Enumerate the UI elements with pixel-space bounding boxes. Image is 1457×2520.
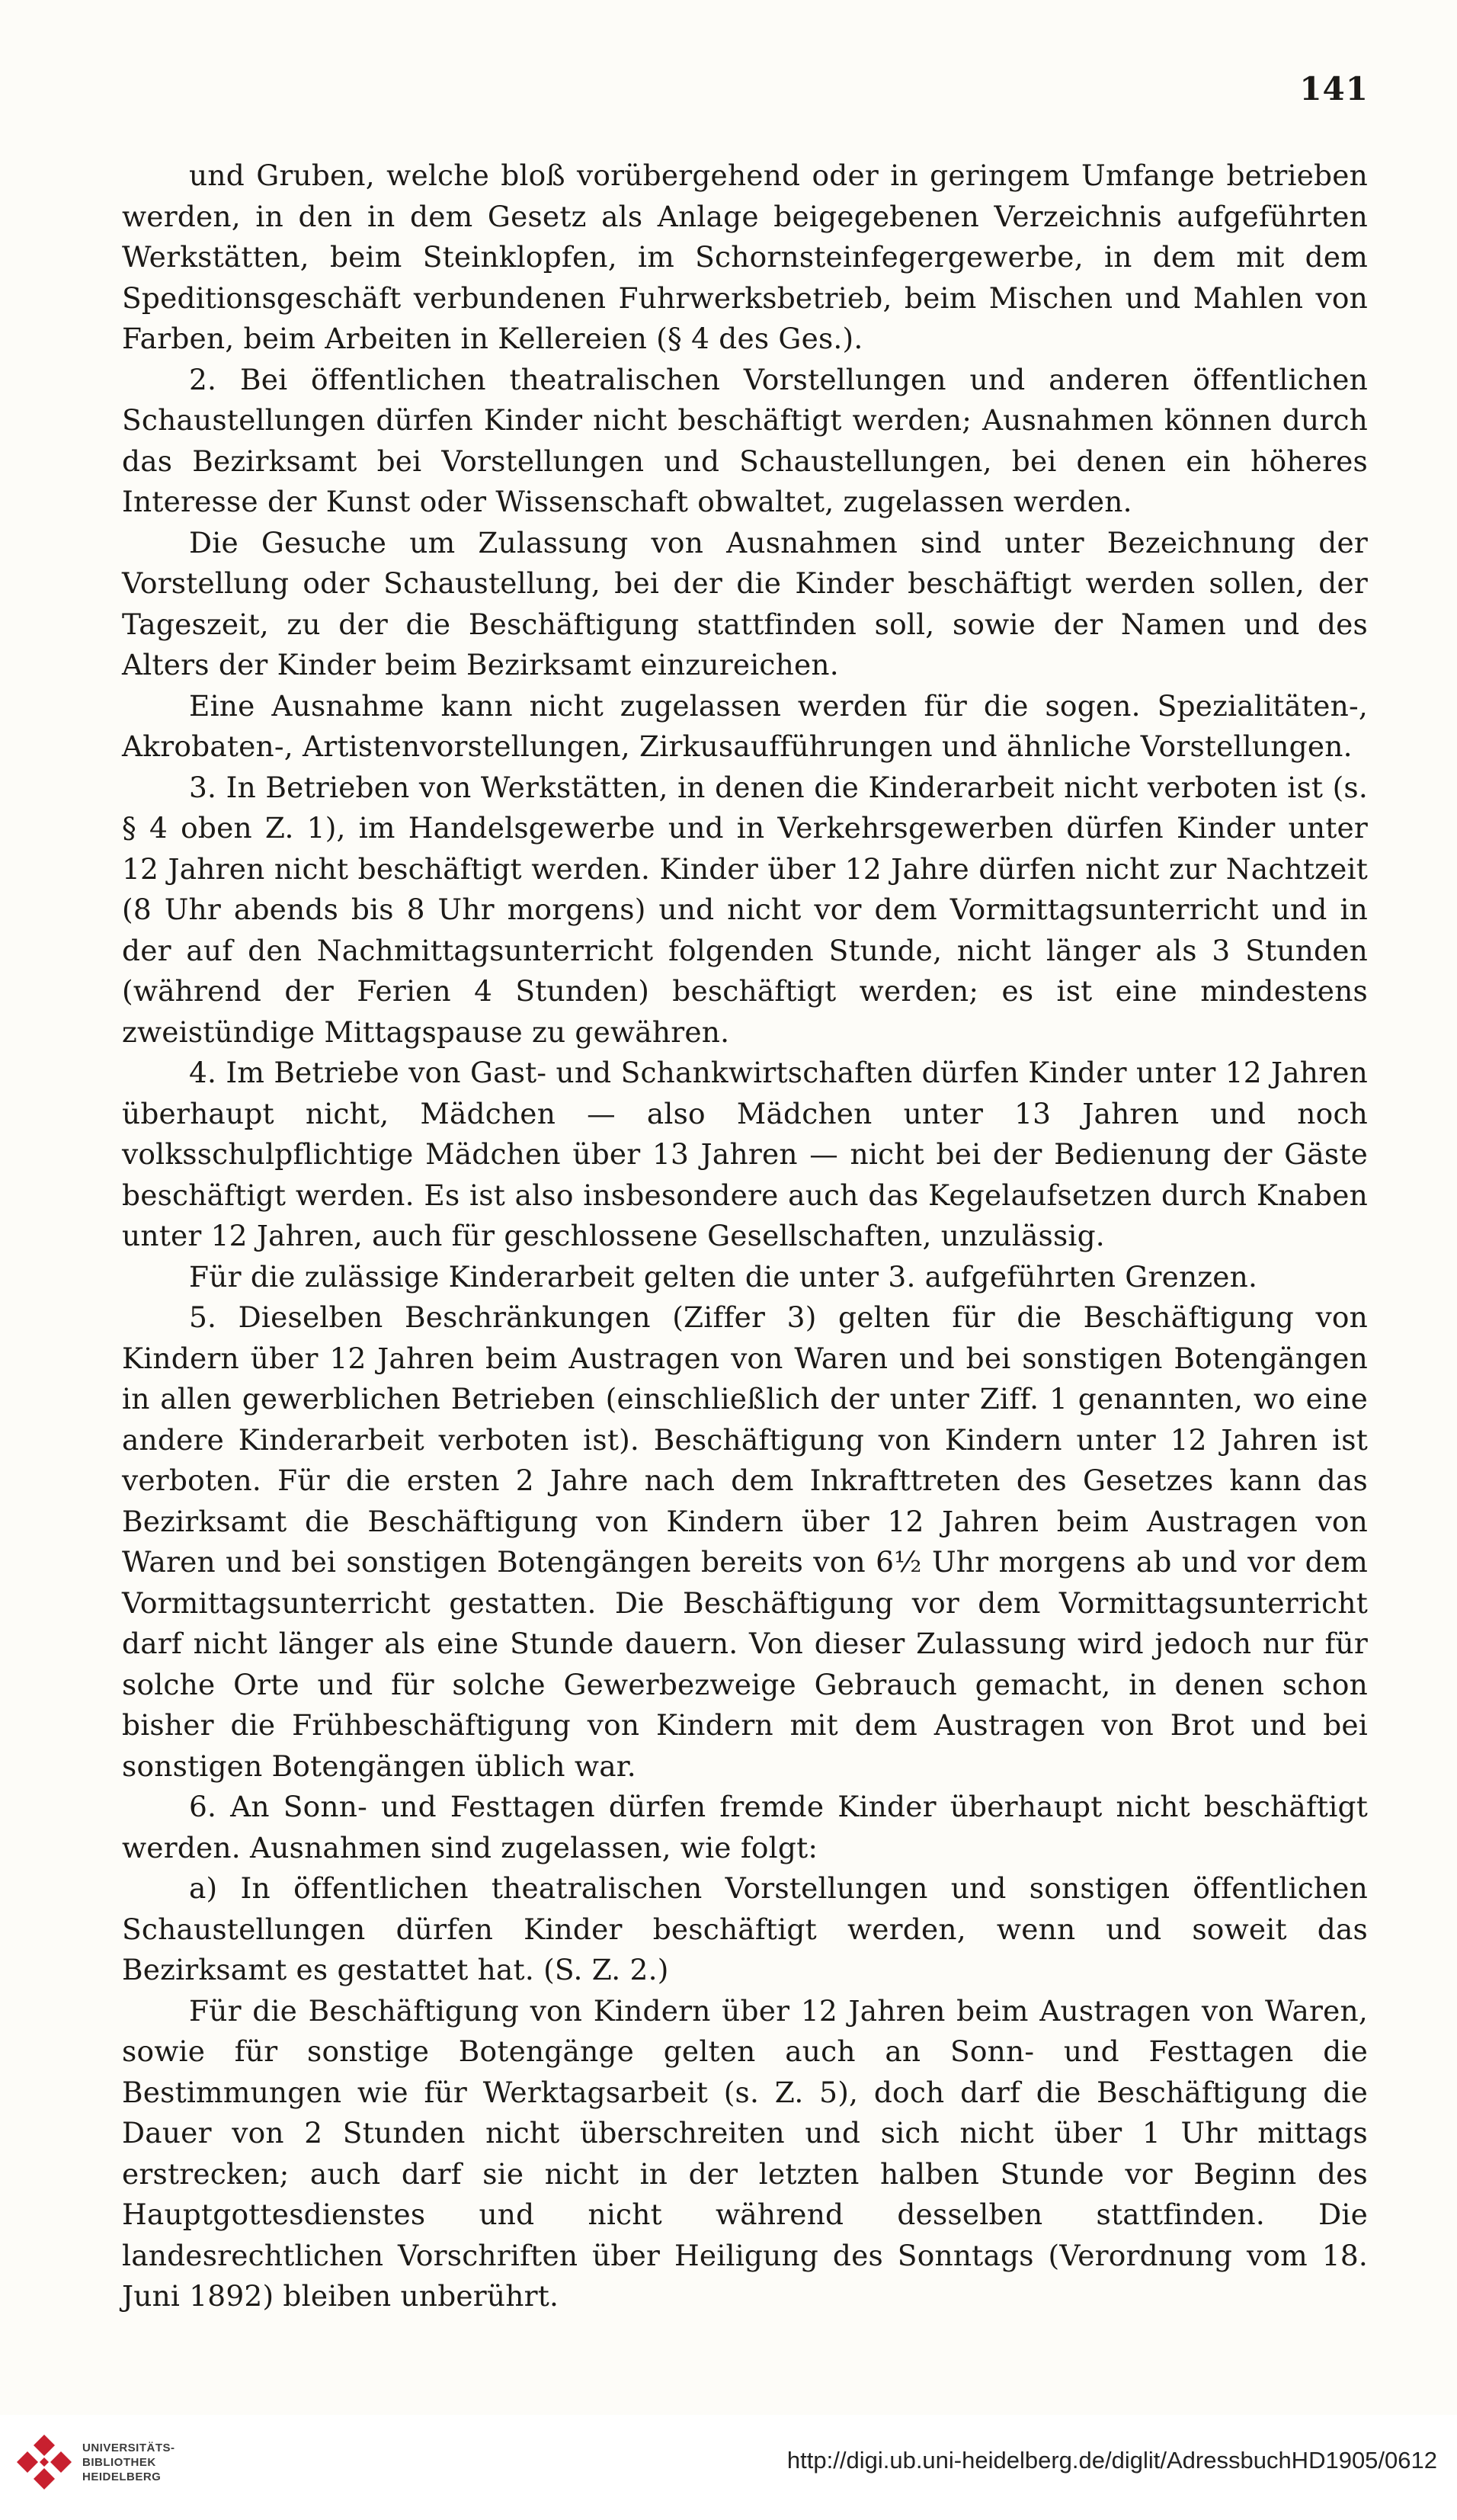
page-number: 141 [1299, 70, 1369, 107]
body-text [122, 155, 1368, 2317]
paragraph-2: 2. Bei öffentlichen theatralischen Vorstellungen und anderen öffentlichen Schaustellungen dürfen Kinder nicht beschäftigt werden; Ausnahmen können durch das Bezirksamt bei Vorstellungen und Schaustellungen, bei denen ein höheres Interesse der Kunst oder Wissenschaft obwaltet, zugelassen werden. [122, 362, 1368, 518]
library-name [82, 2441, 175, 2484]
paragraph-5: 5. Dieselben Beschränkungen (Ziffer 3) gelten für die Beschäftigung von Kindern über 12 Jahren beim Austragen von Waren und bei sonstigen Botengängen in allen gewerblichen Betrieben (einschließlich der unter Ziff. 1 genannten, wo eine andere Kinderarbeit verboten ist). Beschäftigung von Kindern unter 12 Jahren ist verboten. Für die ersten 2 Jahre nach dem Inkrafttreten des Gesetzes kann das Bezirksamt die Beschäftigung von Kindern über 12 Jahren beim Austragen von Waren und bei sonstigen Botengängen bereits von 6½ Uhr morgens ab und vor dem Vormittagsunterricht gestatten. Die Beschäftigung vor dem Vormittagsunterricht darf nicht länger als eine Stunde dauern. Von dieser Zulassung wird jedoch nur für solche Orte und für solche Gewerbezweige Gebrauch gemacht, in denen schon bisher die Frühbeschäftigung von Kindern mit dem Austragen von Brot und bei sonstigen Botengängen üblich war. [122, 1300, 1368, 1783]
footer-bar [0, 2415, 1457, 2520]
paragraph-4-limits: Für die zulässige Kinderarbeit gelten die unter 3. aufgeführten Grenzen. [189, 1259, 1258, 1294]
paragraph-6: 6. An Sonn- und Festtagen dürfen fremde Kinder überhaupt nicht beschäftigt werden. Ausnahmen sind zugelassen, wie folgt: [122, 1790, 1368, 1864]
paragraph-4: 4. Im Betriebe von Gast- und Schankwirtschaften dürfen Kinder unter 12 Jahren überhaupt nicht, Mädchen — also Mädchen unter 13 Jahren und noch volksschulpflichtige Mädchen über 13 Jahren — nicht bei der Bedienung der Gäste beschäftigt werden. Es ist also insbesondere auch das Kegelaufsetzen durch Knaben unter 12 Jahren, auch für geschlossene Gesellschaften, unzulässig. [122, 1056, 1368, 1252]
library-name-line: HEIDELBERG [82, 2470, 162, 2483]
paragraph-2-exceptions: Eine Ausnahme kann nicht zugelassen werden für die sogen. Spezialitäten-, Akrobaten-, Artistenvorstellungen, Zirkusaufführungen und ähnliche Vorstellungen. [122, 688, 1368, 763]
library-name-line: BIBLIOTHEK [82, 2456, 156, 2469]
university-library-logo-icon [14, 2432, 75, 2493]
paragraph-6-sunday: Für die Beschäftigung von Kindern über 12 Jahren beim Austragen von Waren, sowie für sonstige Botengänge gelten auch an Sonn- und Festtagen die Bestimmungen wie für Werktagsarbeit (s. Z. 5), doch darf die Beschäftigung die Dauer von 2 Stunden nicht überschreiten und sich nicht über 1 Uhr mittags erstrecken; auch darf sie nicht in der letzten halben Stunde vor Beginn des Hauptgottesdienstes und nicht während desselben stattfinden. Die landesrechtlichen Vorschriften über Heiligung des Sonntags (Verordnung vom 18. Juni 1892) bleiben unberührt. [122, 1993, 1368, 2313]
paragraph-intro: und Gruben, welche bloß vorübergehend oder in geringem Umfange betrieben werden, in den in dem Gesetz als Anlage beigegebenen Verzeichnis aufgeführten Werkstätten, beim Steinklopfen, im Schornsteinfegergewerbe, in dem mit dem Speditionsgeschäft verbundenen Fuhrwerksbetrieb, beim Mischen und Mahlen von Farben, beim Arbeiten in Kellereien (§ 4 des Ges.). [122, 159, 1368, 355]
source-url-link[interactable]: http://digi.ub.uni-heidelberg.de/diglit/AdressbuchHD1905/0612 [786, 2447, 1437, 2474]
paragraph-2-applications: Die Gesuche um Zulassung von Ausnahmen sind unter Bezeichnung der Vorstellung oder Schaustellung, bei der die Kinder beschäftigt werden sollen, der Tageszeit, zu der die Beschäftigung stattfinden soll, sowie der Namen und des Alters der Kinder beim Bezirksamt einzureichen. [122, 525, 1368, 681]
paragraph-3: 3. In Betrieben von Werkstätten, in denen die Kinderarbeit nicht verboten ist (s. § 4 oben Z. 1), im Handelsgewerbe und in Verkehrsgewerben dürfen Kinder unter 12 Jahren nicht beschäftigt werden. Kinder über 12 Jahre dürfen nicht zur Nachtzeit (8 Uhr abends bis 8 Uhr morgens) und nicht vor dem Vormittagsunterricht und in der auf den Nachmittagsunterricht folgenden Stunde, nicht länger als 3 Stunden (während der Ferien 4 Stunden) beschäftigt werden; es ist eine mindestens zweistündige Mittagspause zu gewähren. [122, 770, 1368, 1049]
paragraph-6a: a) In öffentlichen theatralischen Vorstellungen und sonstigen öffentlichen Schaustellungen dürfen Kinder beschäftigt werden, wenn und soweit das Bezirksamt es gestattet hat. (S. Z. 2.) [122, 1871, 1368, 1986]
library-name-line: UNIVERSITÄTS- [82, 2441, 175, 2454]
